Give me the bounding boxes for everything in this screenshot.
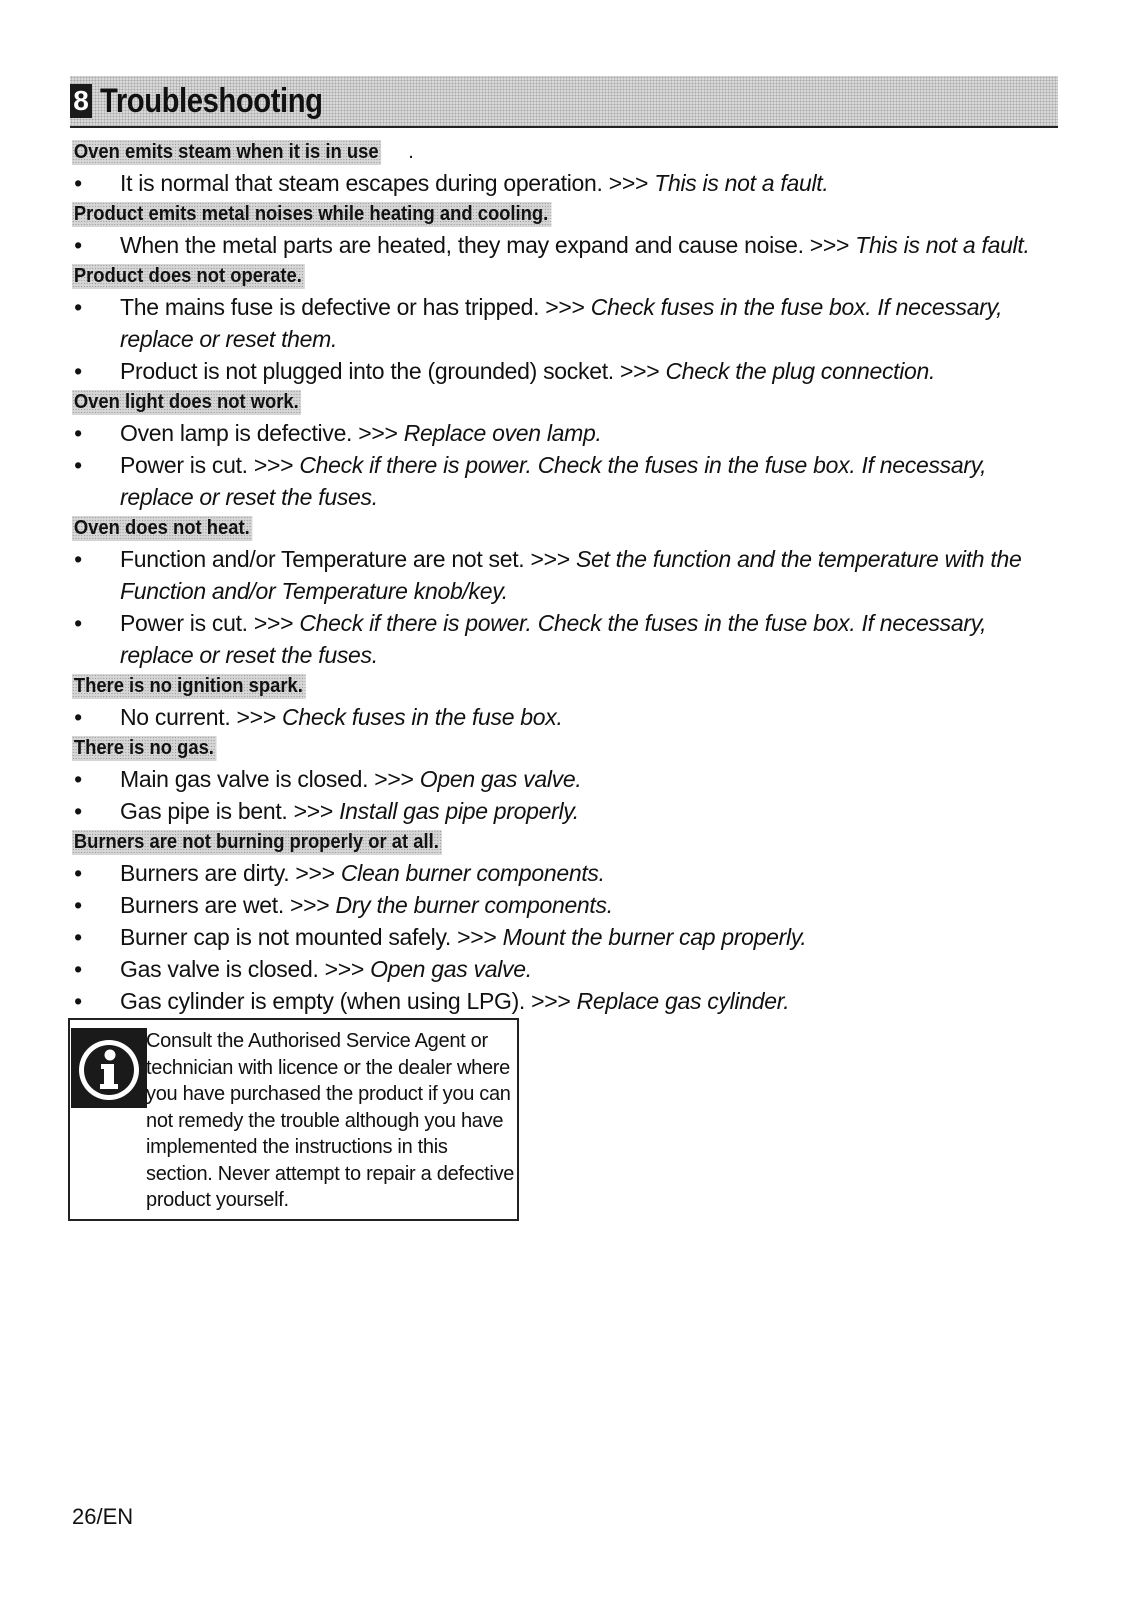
item-cause: Power is cut. >>> — [120, 452, 300, 478]
info-text: Consult the Authorised Service Agent or technician with licence or the dealer where you have purchased the product if you can not remedy the trouble although you have implemented the instructions in this section. Never attempt to repair a defective product yourself. — [146, 1030, 515, 1211]
item-remedy: Replace gas cylinder. — [576, 988, 790, 1014]
troubleshooting-item — [72, 417, 1062, 449]
troubleshooting-item — [72, 167, 1062, 199]
bullet-icon: • — [74, 924, 82, 950]
info-box — [68, 1018, 519, 1221]
item-remedy: Replace oven lamp. — [403, 420, 602, 446]
item-remedy: Check fuses in the fuse box. If necessary, replace or reset them. — [120, 294, 1003, 352]
section-header — [70, 76, 1058, 128]
item-cause: Gas valve is closed. >>> — [120, 956, 371, 982]
troubleshooting-item — [72, 291, 1062, 355]
bullet-icon: • — [74, 546, 82, 572]
problem-block — [72, 261, 1062, 387]
section-title: Troubleshooting — [100, 82, 323, 120]
item-remedy: Check the plug connection. — [665, 358, 936, 384]
bullet-icon: • — [74, 766, 82, 792]
troubleshooting-item — [72, 449, 1062, 513]
bullet-icon: • — [74, 452, 82, 478]
problem-heading-line — [72, 261, 1062, 291]
troubleshooting-item — [72, 607, 1062, 671]
problem-block — [72, 671, 1062, 733]
item-remedy: Open gas valve. — [370, 956, 532, 982]
problem-heading: Oven light does not work. — [72, 390, 302, 415]
bullet-icon: • — [74, 294, 82, 320]
problem-heading-line — [72, 733, 1062, 763]
problem-block — [72, 733, 1062, 827]
item-remedy: Clean burner components. — [340, 860, 605, 886]
troubleshooting-item — [72, 889, 1062, 921]
item-remedy: Check if there is power. Check the fuses in the fuse box. If necessary, replace or reset the fuses. — [120, 452, 987, 510]
bullet-icon: • — [74, 358, 82, 384]
item-remedy: Mount the burner cap properly. — [502, 924, 807, 950]
problem-heading-line — [72, 137, 1062, 167]
item-cause: Function and/or Temperature are not set. >>> — [120, 546, 576, 572]
item-remedy: Open gas valve. — [419, 766, 582, 792]
problem-block — [72, 827, 1062, 1017]
troubleshooting-item — [72, 953, 1062, 985]
info-icon — [71, 1028, 147, 1108]
page-number: 26/EN — [72, 1504, 134, 1529]
item-remedy: Install gas pipe properly. — [339, 798, 579, 824]
item-cause: Burners are wet. >>> — [120, 892, 336, 918]
section-number: 8 — [70, 84, 92, 118]
troubleshooting-list — [72, 137, 1062, 1017]
item-remedy: Set the function and the temperature with the Function and/or Temperature knob/key. — [120, 546, 1022, 604]
bullet-icon: • — [74, 704, 82, 730]
troubleshooting-item — [72, 763, 1062, 795]
bullet-icon: • — [74, 956, 82, 982]
problem-heading-line — [72, 671, 1062, 701]
bullet-icon: • — [74, 232, 82, 258]
problem-heading-suffix: . — [408, 141, 414, 163]
troubleshooting-item — [72, 229, 1062, 261]
item-cause: Power is cut. >>> — [120, 610, 300, 636]
problem-heading: Burners are not burning properly or at all. — [72, 830, 442, 855]
item-cause: Main gas valve is closed. >>> — [120, 766, 420, 792]
problem-heading: Oven does not heat. — [72, 516, 252, 541]
troubleshooting-item — [72, 355, 1062, 387]
problem-heading-line — [72, 387, 1062, 417]
item-cause: Gas pipe is bent. >>> — [120, 798, 340, 824]
item-cause: Gas cylinder is empty (when using LPG). >>> — [120, 988, 577, 1014]
item-cause: Burner cap is not mounted safely. >>> — [120, 924, 503, 950]
problem-heading: There is no ignition spark. — [72, 674, 306, 699]
troubleshooting-item — [72, 985, 1062, 1017]
problem-heading-line — [72, 827, 1062, 857]
troubleshooting-item — [72, 857, 1062, 889]
item-remedy: Check if there is power. Check the fuses in the fuse box. If necessary, replace or reset the fuses. — [120, 610, 987, 668]
problem-heading: Oven emits steam when it is in use — [72, 140, 381, 165]
bullet-icon: • — [74, 610, 82, 636]
problem-heading-line — [72, 513, 1062, 543]
problem-block — [72, 137, 1062, 199]
problem-heading: There is no gas. — [72, 736, 217, 761]
item-remedy: Dry the burner components. — [335, 892, 613, 918]
problem-heading-line — [72, 199, 1062, 229]
item-cause: Product is not plugged into the (grounded) socket. >>> — [120, 358, 666, 384]
bullet-icon: • — [74, 170, 82, 196]
bullet-icon: • — [74, 892, 82, 918]
bullet-icon: • — [74, 860, 82, 886]
troubleshooting-item — [72, 701, 1062, 733]
bullet-icon: • — [74, 798, 82, 824]
problem-heading: Product does not operate. — [72, 264, 305, 289]
item-cause: No current. >>> — [120, 704, 283, 730]
troubleshooting-item — [72, 795, 1062, 827]
item-remedy: This is not a fault. — [855, 232, 1030, 258]
troubleshooting-item — [72, 543, 1062, 607]
item-cause: Oven lamp is defective. >>> — [120, 420, 404, 446]
item-cause: When the metal parts are heated, they may expand and cause noise. >>> — [120, 232, 856, 258]
item-remedy: Check fuses in the fuse box. — [282, 704, 563, 730]
problem-heading: Product emits metal noises while heating and cooling. — [72, 202, 551, 227]
item-cause: The mains fuse is defective or has tripped. >>> — [120, 294, 591, 320]
troubleshooting-item — [72, 921, 1062, 953]
item-cause: It is normal that steam escapes during operation. >>> — [120, 170, 655, 196]
item-cause: Burners are dirty. >>> — [120, 860, 341, 886]
problem-block — [72, 387, 1062, 513]
bullet-icon: • — [74, 420, 82, 446]
problem-block — [72, 513, 1062, 671]
bullet-icon: • — [74, 988, 82, 1014]
problem-block — [72, 199, 1062, 261]
item-remedy: This is not a fault. — [654, 170, 829, 196]
